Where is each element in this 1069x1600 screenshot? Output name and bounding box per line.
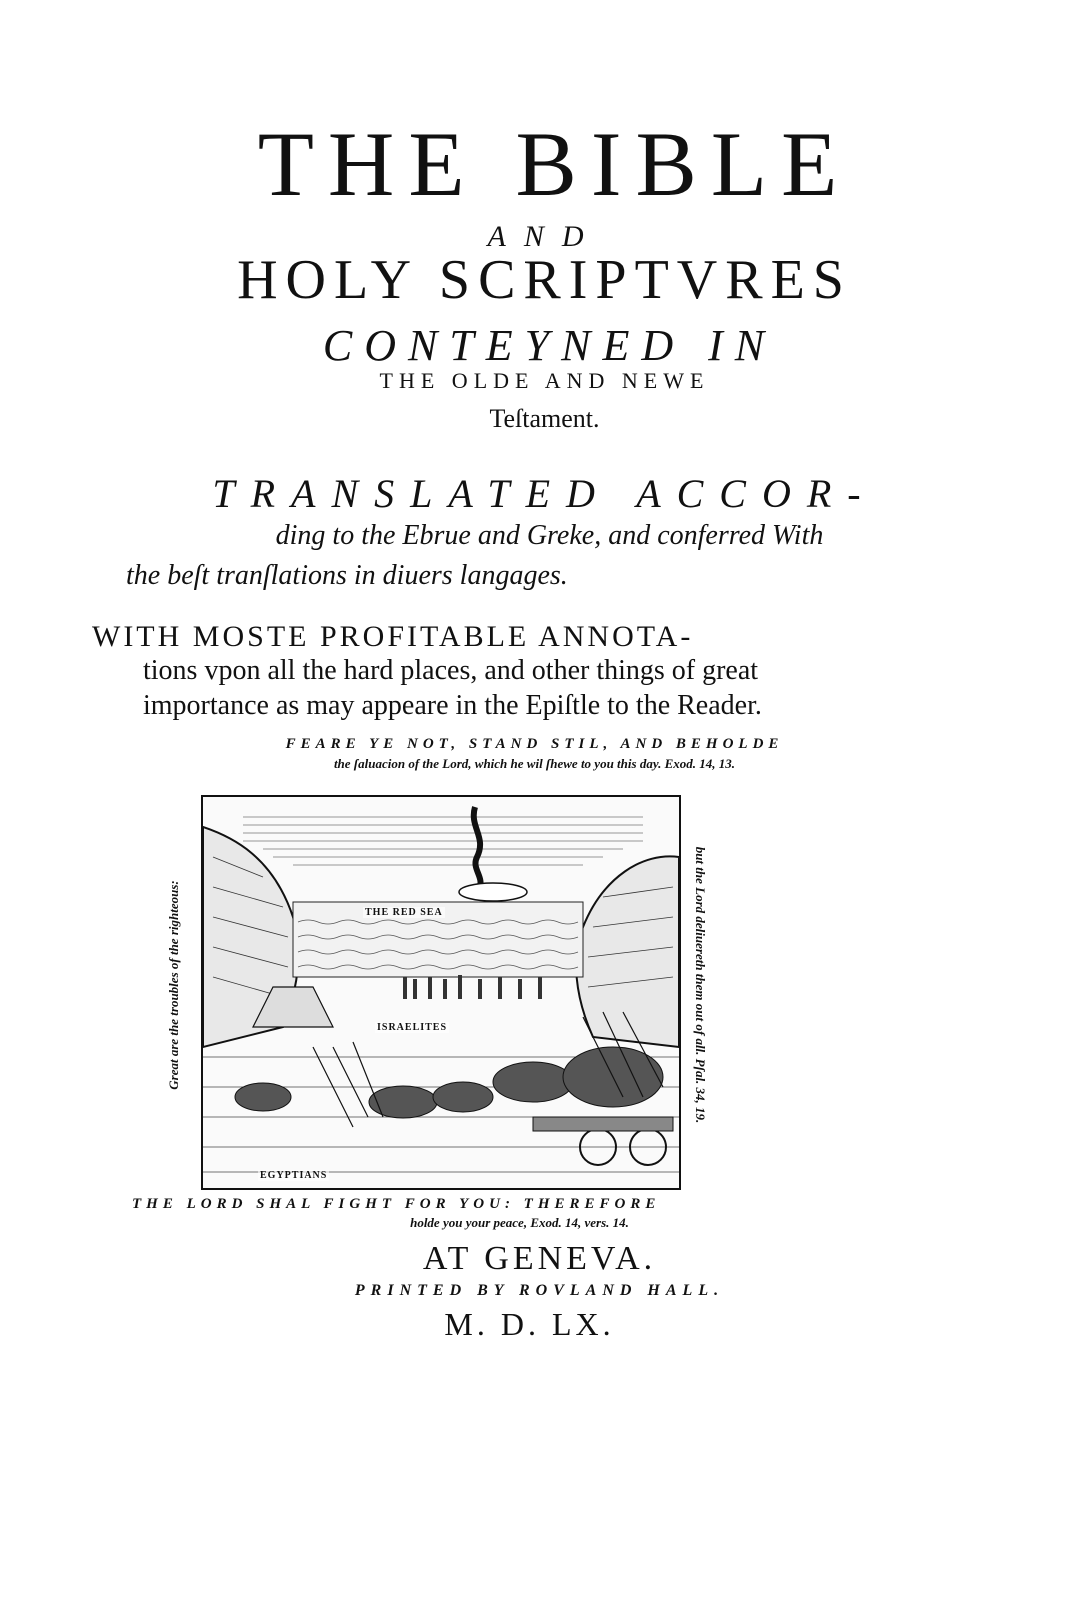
place-line: AT GENEVA. (422, 1240, 657, 1277)
side-left-text: Great are the troubles of the righteous: (166, 880, 181, 1090)
and-line: AND (487, 220, 602, 253)
pillar-of-cloud (474, 807, 481, 889)
motto-top-line-2: the ſaluacion of the Lord, which he wil ſhewe to you this day. Exod. 14, 13. (333, 756, 736, 771)
annotations-line-2: tions vpon all the hard places, and other things of great (143, 655, 759, 686)
egyptian-army (235, 1047, 663, 1118)
translated-line-2: ding to the Ebrue and Greke, and conferred With (275, 520, 824, 551)
motto-bottom-line-2: holde you your peace, Exod. 14, vers. 14. (410, 1215, 629, 1230)
annotations-line-1: WITH MOSTE PROFITABLE ANNOTA- (92, 620, 694, 653)
motto-top-line-1: FEARE YE NOT, STAND STIL, AND BEHOLDE (285, 736, 784, 752)
main-title: THE BIBLE (257, 113, 852, 215)
woodcut-illustration (203, 797, 679, 1188)
label-red-sea: THE RED SEA (365, 907, 443, 918)
label-israelites: ISRAELITES (377, 1022, 448, 1033)
sky-hatching (243, 817, 643, 865)
side-right-text: but the Lord deliuereth them out of all. Pſal. 34, 19. (693, 846, 708, 1124)
label-egyptians: EGYPTIANS (260, 1170, 328, 1181)
printer-line: PRINTED BY ROVLAND HALL. (354, 1282, 725, 1299)
conteyned-line: CONTEYNED IN (322, 321, 777, 370)
translated-line: TRANSLATED ACCOR- (212, 471, 877, 516)
right-mountain (576, 856, 679, 1047)
testament-line: Teſtament. (489, 404, 600, 433)
motto-bottom-line-1: THE LORD SHAL FIGHT FOR YOU: THEREFORE (132, 1196, 661, 1212)
year-line: M. D. LX. (444, 1306, 615, 1342)
red-sea-woodcut (201, 795, 681, 1190)
chariot (533, 1117, 673, 1131)
translated-line-3: the beſt tranſlations in diuers langages. (126, 560, 568, 591)
olde-newe-line: THE OLDE AND NEWE (379, 368, 710, 393)
cloud (459, 883, 527, 901)
holy-scriptures-line: HOLY SCRIPTVRES (237, 249, 852, 311)
annotations-line-3: importance as may appeare in the Epiſtle to the Reader. (143, 690, 762, 721)
